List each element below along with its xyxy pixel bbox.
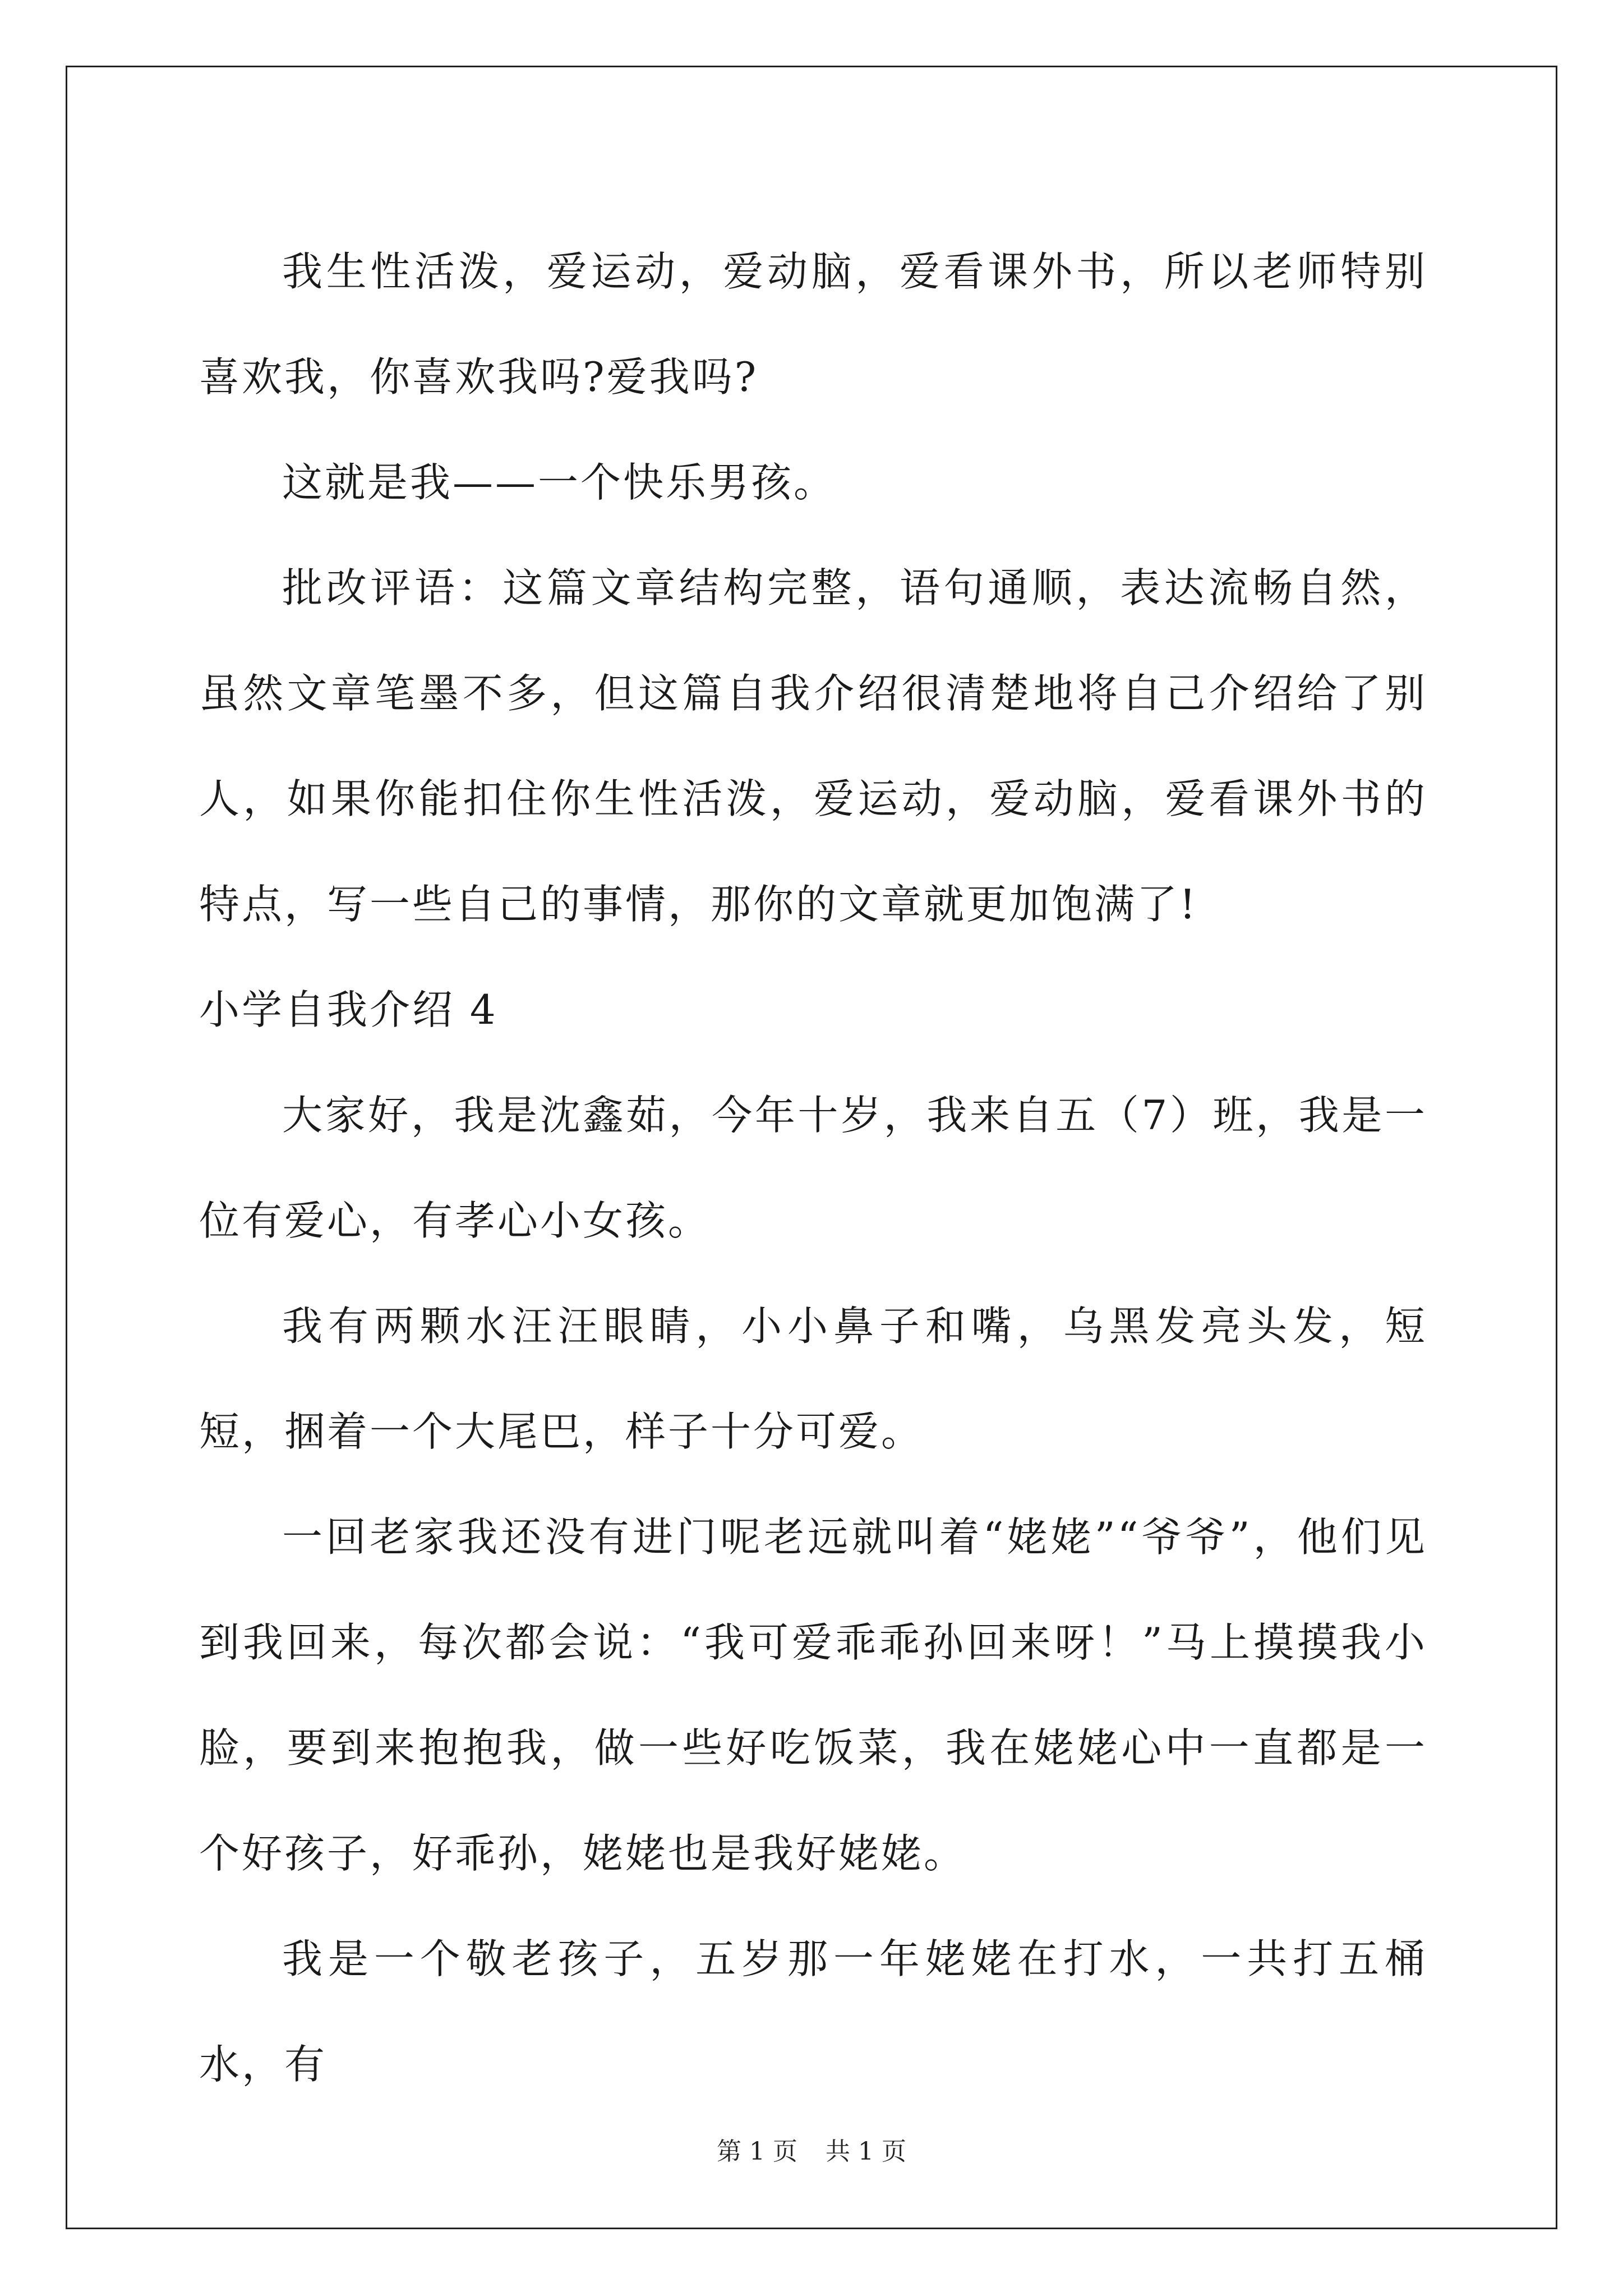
paragraph: 我生性活泼，爱运动，爱动脑，爱看课外书，所以老师特别喜欢我，你喜欢我吗?爱我吗? [199, 248, 1427, 401]
paragraph: 我有两颗水汪汪眼睛，小小鼻子和嘴，乌黑发亮头发，短短，捆着一个大尾巴，样子十分可爱。 [199, 1303, 1427, 1455]
document-body [199, 219, 1427, 2117]
paragraph: 大家好，我是沈鑫茹，今年十岁，我来自五（7）班，我是一位有爱心，有孝心小女孩。 [199, 1092, 1427, 1244]
paragraph: 我是一个敬老孩子，五岁那一年姥姥在打水，一共打五桶水，有 [199, 1935, 1427, 2088]
page-number: 第 1 页 [717, 2137, 797, 2166]
page-total: 共 1 页 [826, 2137, 906, 2166]
paragraph: 这就是我——一个快乐男孩。 [282, 459, 837, 506]
section-title: 小学自我介绍 4 [199, 986, 498, 1033]
paragraph: 一回老家我还没有进门呢老远就叫着“姥姥”“爷爷”，他们见到我回来，每次都会说：“我可爱乖乖孙回来呀！”马上摸摸我小脸，要到来抱抱我，做一些好吃饭菜，我在姥姥心中一直都是一个好孩子，好乖孙，姥姥也是我好姥姥。 [199, 1513, 1427, 1877]
paragraph: 批改评语：这篇文章结构完整，语句通顺，表达流畅自然，虽然文章笔墨不多，但这篇自我介绍很清楚地将自己介绍给了别人，如果你能扣住你生性活泼，爱运动，爱动脑，爱看课外书的特点，写一些自己的事情，那你的文章就更加饱满了! [199, 564, 1427, 928]
page-footer [0, 2135, 1623, 2169]
